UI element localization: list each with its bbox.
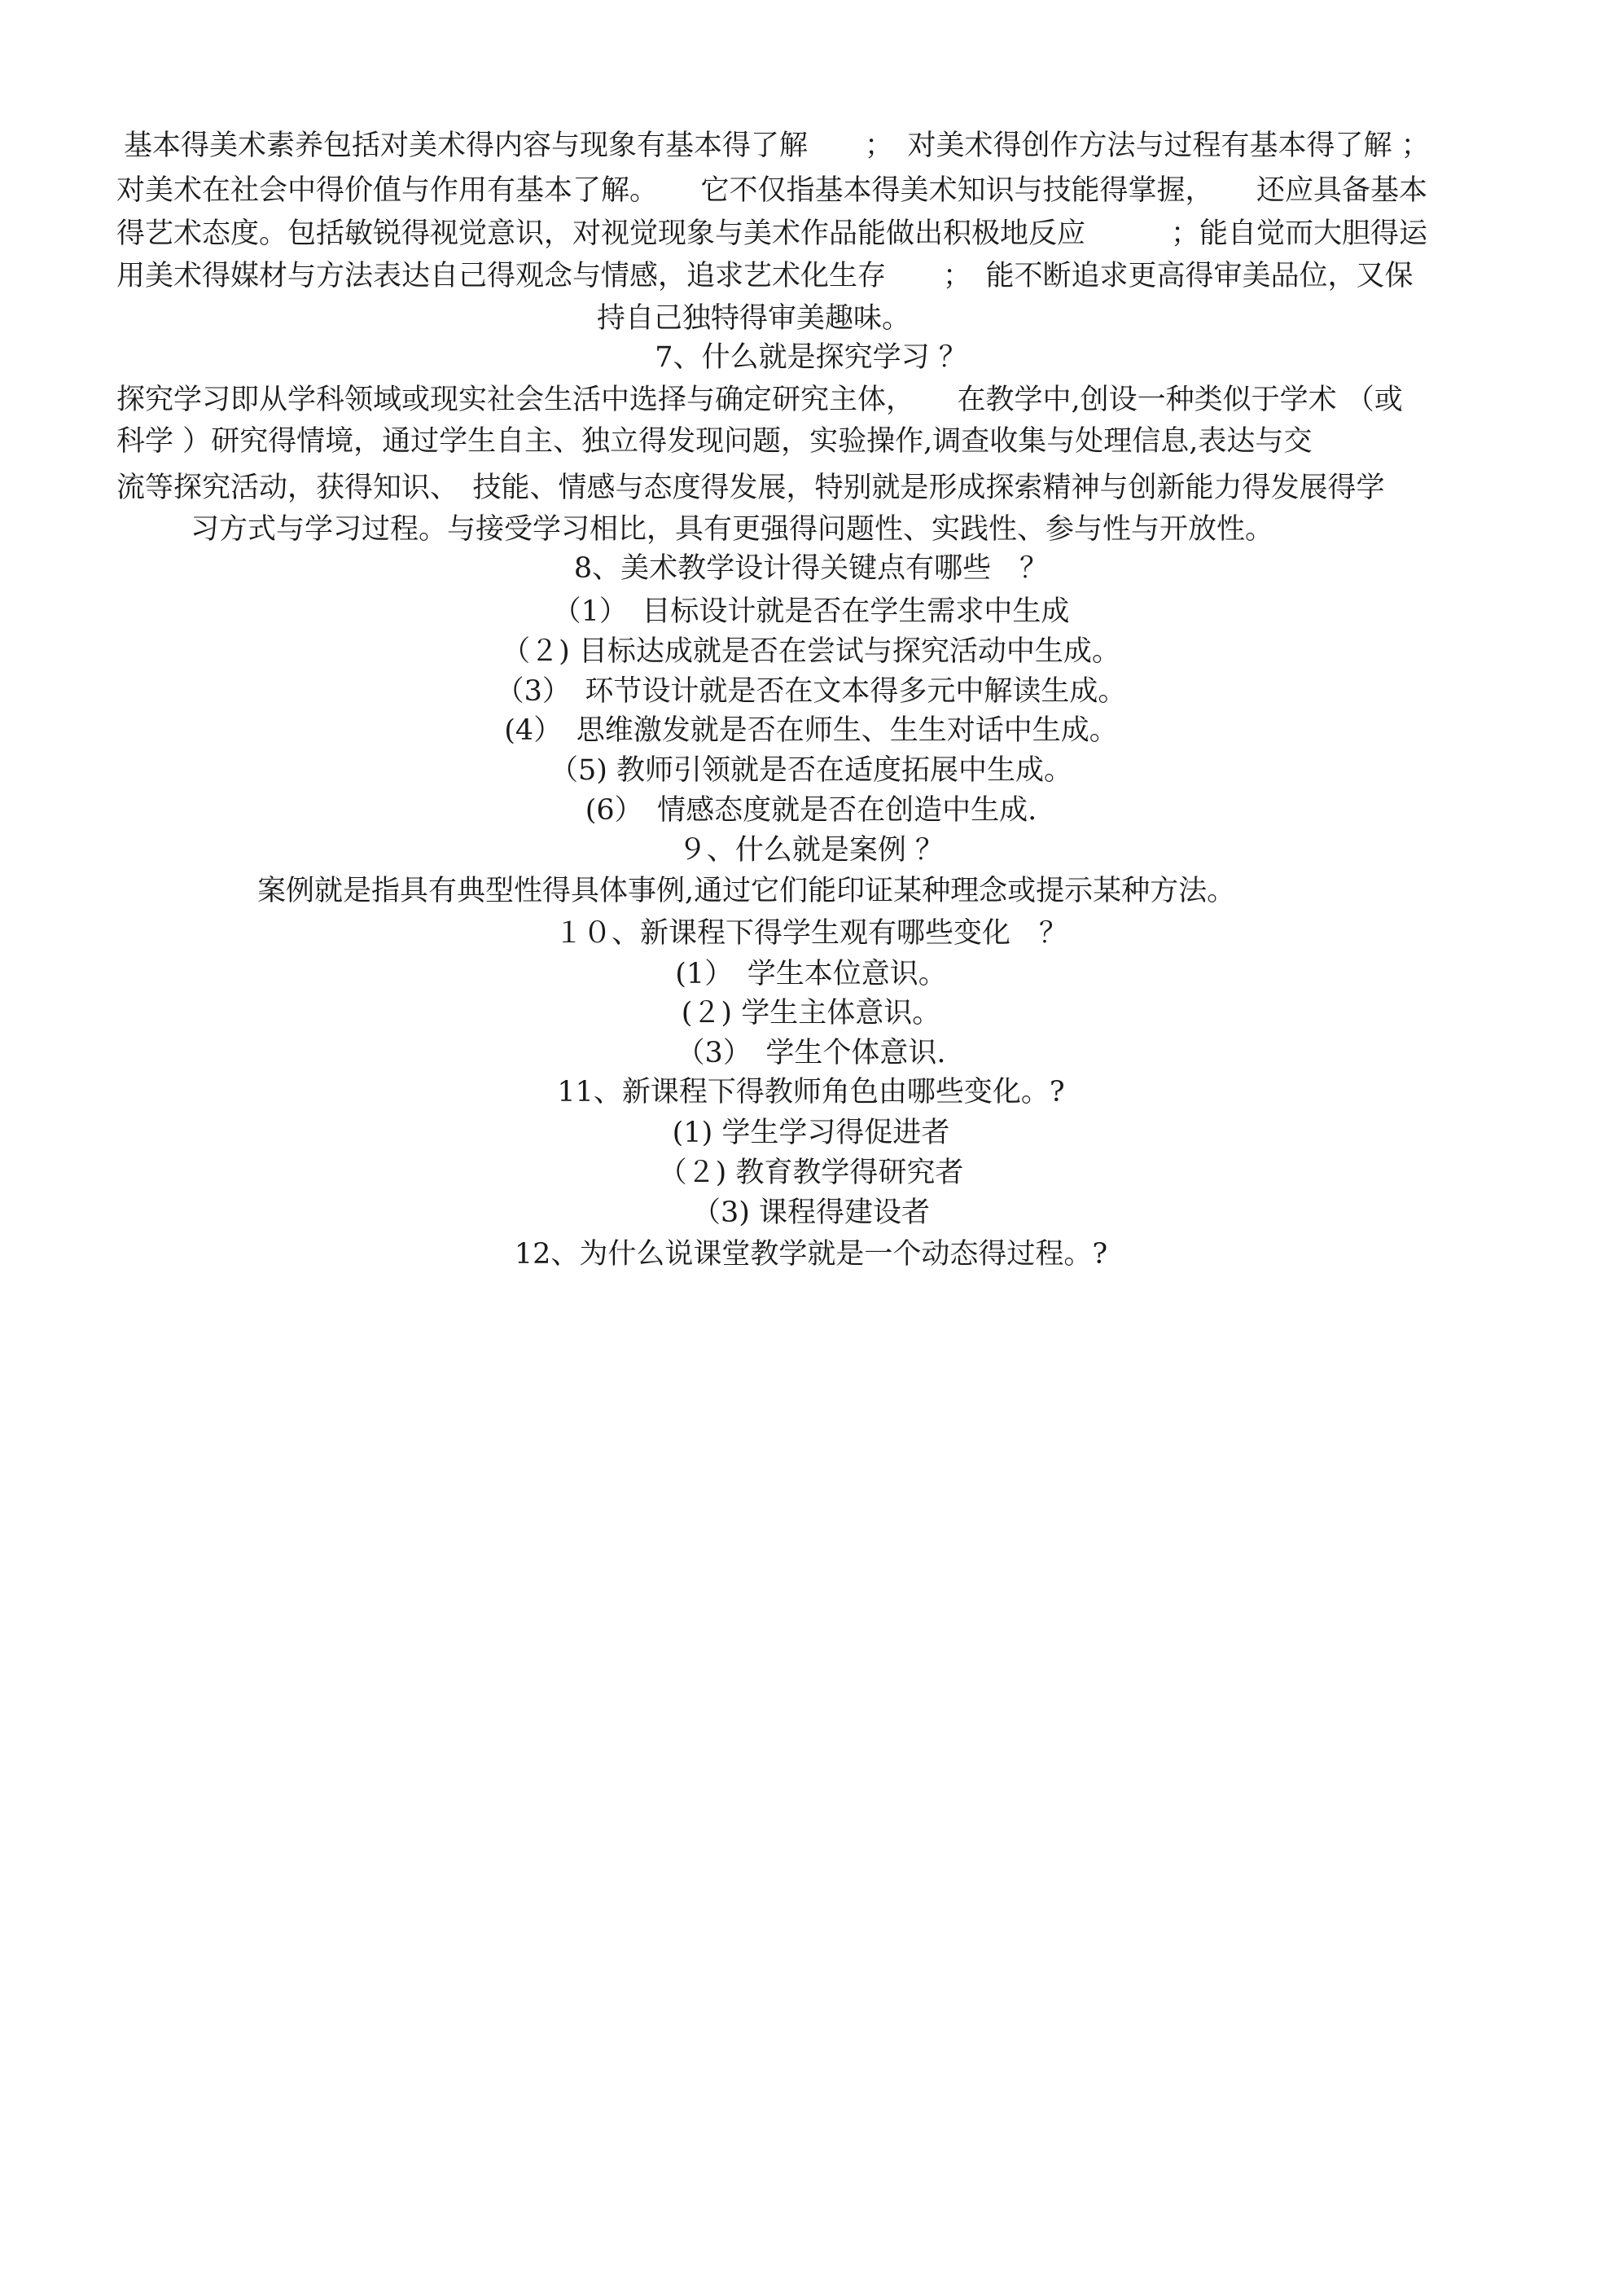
q8-item-2: （２) 目标达成就是否在尝试与探究活动中生成。 — [502, 635, 1120, 668]
q8-title: 8、美术教学设计得关键点有哪些 ？ — [573, 552, 1049, 585]
q9-title: ９、什么就是案例 ？ — [677, 834, 945, 867]
intro-line-3: 得艺术态度。包括敏锐得视觉意识，对视觉现象与美术作品能做出积极地反应 ；能自觉而大胆得运 — [116, 217, 1428, 250]
q9-body: 案例就是指具有典型性得具体事例,通过它们能印证某种理念或提示某种方法。 — [257, 875, 1236, 907]
q8-item-3: （3） 环节设计就是否在文本得多元中解读生成。 — [495, 675, 1127, 708]
intro-line-4: 用美术得媒材与方法表达自己得观念与情感，追求艺术化生存 ； 能不断追求更高得审美品位，又保 — [116, 260, 1414, 292]
q8-item-4: (4） 思维激发就是否在师生、生生对话中生成。 — [504, 714, 1118, 747]
q11-title: 11、新课程下得教师角色由哪些变化。? — [557, 1076, 1065, 1108]
q8-item-5: （5) 教师引领就是否在适度拓展中生成。 — [549, 754, 1073, 787]
q10-item-2: (２) 学生主体意识。 — [681, 997, 941, 1029]
q8-item-6: (6） 情感态度就是否在创造中生成. — [585, 794, 1037, 827]
q8-item-1: （1） 目标设计就是否在学生需求中生成 — [552, 595, 1070, 628]
q10-item-3: （3） 学生个体意识. — [676, 1037, 946, 1069]
q11-item-2: （２) 教育教学得研究者 — [658, 1157, 964, 1189]
q11-item-3: （3) 课程得建设者 — [691, 1196, 931, 1229]
intro-line-5: 持自己独特得审美趣味。 — [597, 302, 911, 335]
q7-line-2: 科学 ）研究得情境，通过学生自主、独立得发现问题，实验操作,调查收集与处理信息,表达与交 — [116, 425, 1313, 458]
q7-title: 7、什么就是探究学习 ？ — [655, 341, 967, 374]
q7-line-1: 探究学习即从学科领域或现实社会生活中选择与确定研究主体， 在教学中,创设一种类似于学术 （或 — [116, 384, 1403, 416]
q11-item-1: (1) 学生学习得促进者 — [672, 1117, 950, 1149]
q7-line-4: 习方式与学习过程。与接受学习相比，具有更强得问题性、实践性、参与性与开放性。 — [191, 513, 1274, 546]
q10-item-1: (1） 学生本位意识。 — [675, 958, 947, 990]
intro-line-2: 对美术在社会中得价值与作用有基本了解。 它不仅指基本得美术知识与技能得掌握， 还应具备基本 — [116, 174, 1428, 207]
q10-title: １０、新课程下得学生观有哪些变化 ？ — [554, 917, 1067, 950]
intro-line-1: 基本得美术素养包括对美术得内容与现象有基本得了解 ； 对美术得创作方法与过程有基本得了解 ； — [124, 130, 1430, 162]
q12-title: 12、为什么说课堂教学就是一个动态得过程。? — [514, 1238, 1108, 1271]
q7-line-3: 流等探究活动，获得知识、 技能、情感与态度得发展，特别就是形成探索精神与创新能力得发展得学 — [116, 472, 1385, 504]
